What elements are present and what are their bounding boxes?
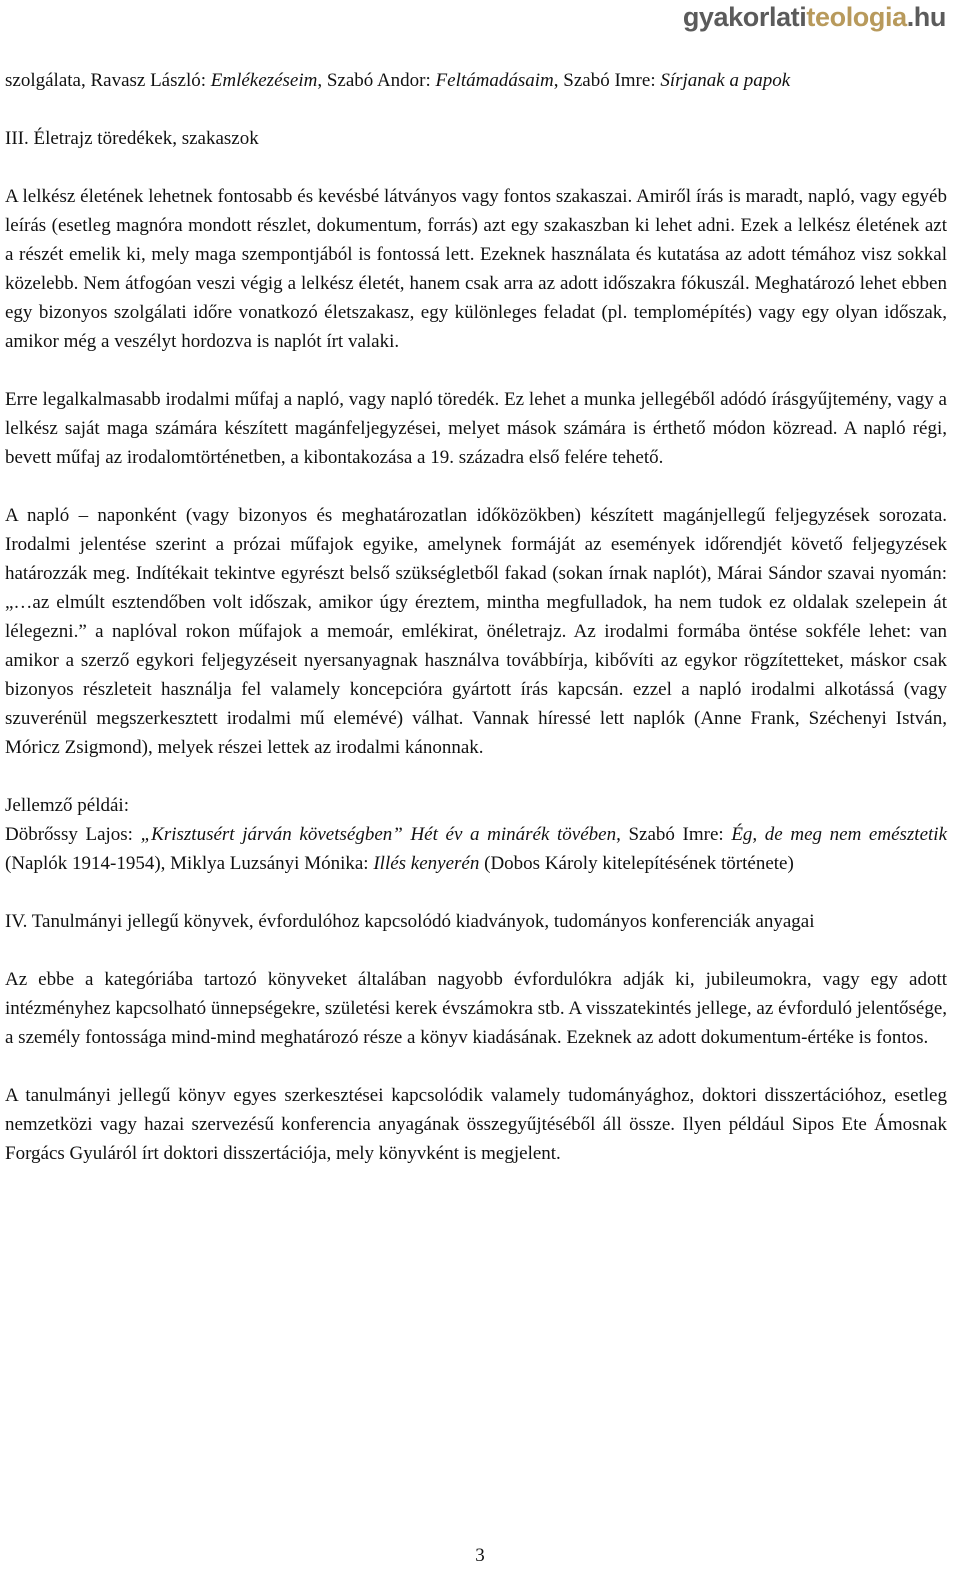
- paragraph-5: A tanulmányi jellegű könyv egyes szerkesztései kapcsolódik valamely tudományághoz, doktori disszertációhoz, esetleg nemzetközi vagy hazai szervezésű konferencia anyagának összegyűjtéséből áll össze. Ilyen például Sipos Ete Ámosnak Forgács Gyuláról írt doktori disszertációja, mely könyvként is megjelent.: [5, 1085, 947, 1164]
- book-title: Sírjanak a papok: [660, 70, 791, 91]
- logo-text-part2: teologia: [806, 2, 907, 32]
- page-number: 3: [475, 1545, 485, 1566]
- paragraph-1: A lelkész életének lehetnek fontosabb és kevésbé látványos vagy fontos szakaszai. Amiről írás is maradt, napló, vagy egyéb leírás (esetleg magnóra mondott részlet, dokumentum, forrás) azt egy szakaszban ki lehet adni. Ezek a lelkész életének azt a részét emelik ki, mely maga szempontjából is fontossá lett. Ezeknek használata és kutatása az adott témához visz sokkal közelebb. Nem átfogóan veszi végig a lelkész életét, hanem csak arra az adott időszakra fókuszál. Meghatározó lehet ebben egy bizonyos szolgálati időre vonatkozó életszakasz, egy különleges feladat (pl. templomépítés) vagy egy olyan időszak, amikor még a veszélyt hordozva is naplót írt valaki.: [5, 186, 947, 352]
- document-body: [5, 66, 947, 1168]
- site-logo[interactable]: [683, 0, 946, 34]
- book-title: Ég, de meg nem emésztetik: [731, 824, 948, 845]
- paragraph-intro: [5, 66, 947, 95]
- book-title: Emlékezéseim: [210, 70, 318, 91]
- examples-paragraph: [5, 820, 947, 878]
- book-title: Feltámadásaim: [435, 70, 554, 91]
- text-run: , Szabó Imre:: [616, 824, 732, 845]
- text-run: szolgálata, Ravasz László:: [5, 70, 211, 91]
- book-title: „Krisztusért járván követségben” Hét év a minárék tövében: [140, 824, 617, 845]
- section-heading-4: IV. Tanulmányi jellegű könyvek, évfordulóhoz kapcsolódó kiadványok, tudományos konferenciák anyagai: [5, 911, 815, 932]
- examples-label: Jellemző példái:: [5, 795, 129, 816]
- text-run: (Dobos Károly kitelepítésének története): [479, 853, 794, 874]
- text-run: , Szabó Imre:: [553, 70, 661, 91]
- logo-text-part3: .hu: [906, 2, 946, 32]
- text-run: (Naplók 1914-1954), Miklya Luzsányi Mónika:: [5, 853, 374, 874]
- section-heading-3: III. Életrajz töredékek, szakaszok: [5, 128, 259, 149]
- book-title: Illés kenyerén: [373, 853, 480, 874]
- paragraph-2: Erre legalkalmasabb irodalmi műfaj a napló, vagy napló töredék. Ez lehet a munka jellegéből adódó írásgyűjtemény, vagy a lelkész saját maga számára készített magánfeljegyzései, melyet mások számára is érthető módon közread. A napló régi, bevett műfaj az irodalomtörténetben, a kibontakozása a 19. századra első felére tehető.: [5, 389, 947, 468]
- paragraph-4: Az ebbe a kategóriába tartozó könyveket általában nagyobb évfordulókra adják ki, jubileumokra, vagy egy adott intézményhez kapcsolható ünnepségekre, születési kerek évszámokra stb. A visszatekintés jellege, az évforduló jelentősége, a személy fontossága mind-mind meghatározó része a könyv kiadásának. Ezeknek az adott dokumentum-értéke is fontos.: [5, 969, 947, 1048]
- text-run: , Szabó Andor:: [317, 70, 436, 91]
- logo-text-part1: gyakorlati: [682, 2, 807, 32]
- text-run: Döbrőssy Lajos:: [5, 824, 141, 845]
- paragraph-3: A napló – naponként (vagy bizonyos és meghatározatlan időközökben) készített magánjellegű feljegyzések sorozata. Irodalmi jelentése szerint a prózai műfajok egyike, amelynek formáját az események időrendjét követő feljegyzések határozzák meg. Indítékait tekintve egyrészt belső szükségletből fakad (sokan írnak naplót), Márai Sándor szavai nyomán: „…az elmúlt esztendőben volt időszak, amikor úgy éreztem, mintha megfulladok, ha nem tudok ez oldalak szelepein át lélegezni.” a naplóval rokon műfajok a memoár, emlékirat, önéletrajz. Az irodalmi formába öntése sokféle lehet: van amikor a szerző egykori feljegyzéseit nyersanyagnak használva továbbírja, kibővíti az egykor rögzítetteket, máskor csak bizonyos részleteit használja fel valamely koncepcióra gyártott írás kapcsán. ezzel a napló irodalmi alkotássá (vagy szuverénül megszerkesztett irodalmi mű elemévé) válhat. Vannak híressé lett naplók (Anne Frank, Széchenyi István, Móricz Zsigmond), melyek részei lettek az irodalmi kánonnak.: [5, 505, 947, 758]
